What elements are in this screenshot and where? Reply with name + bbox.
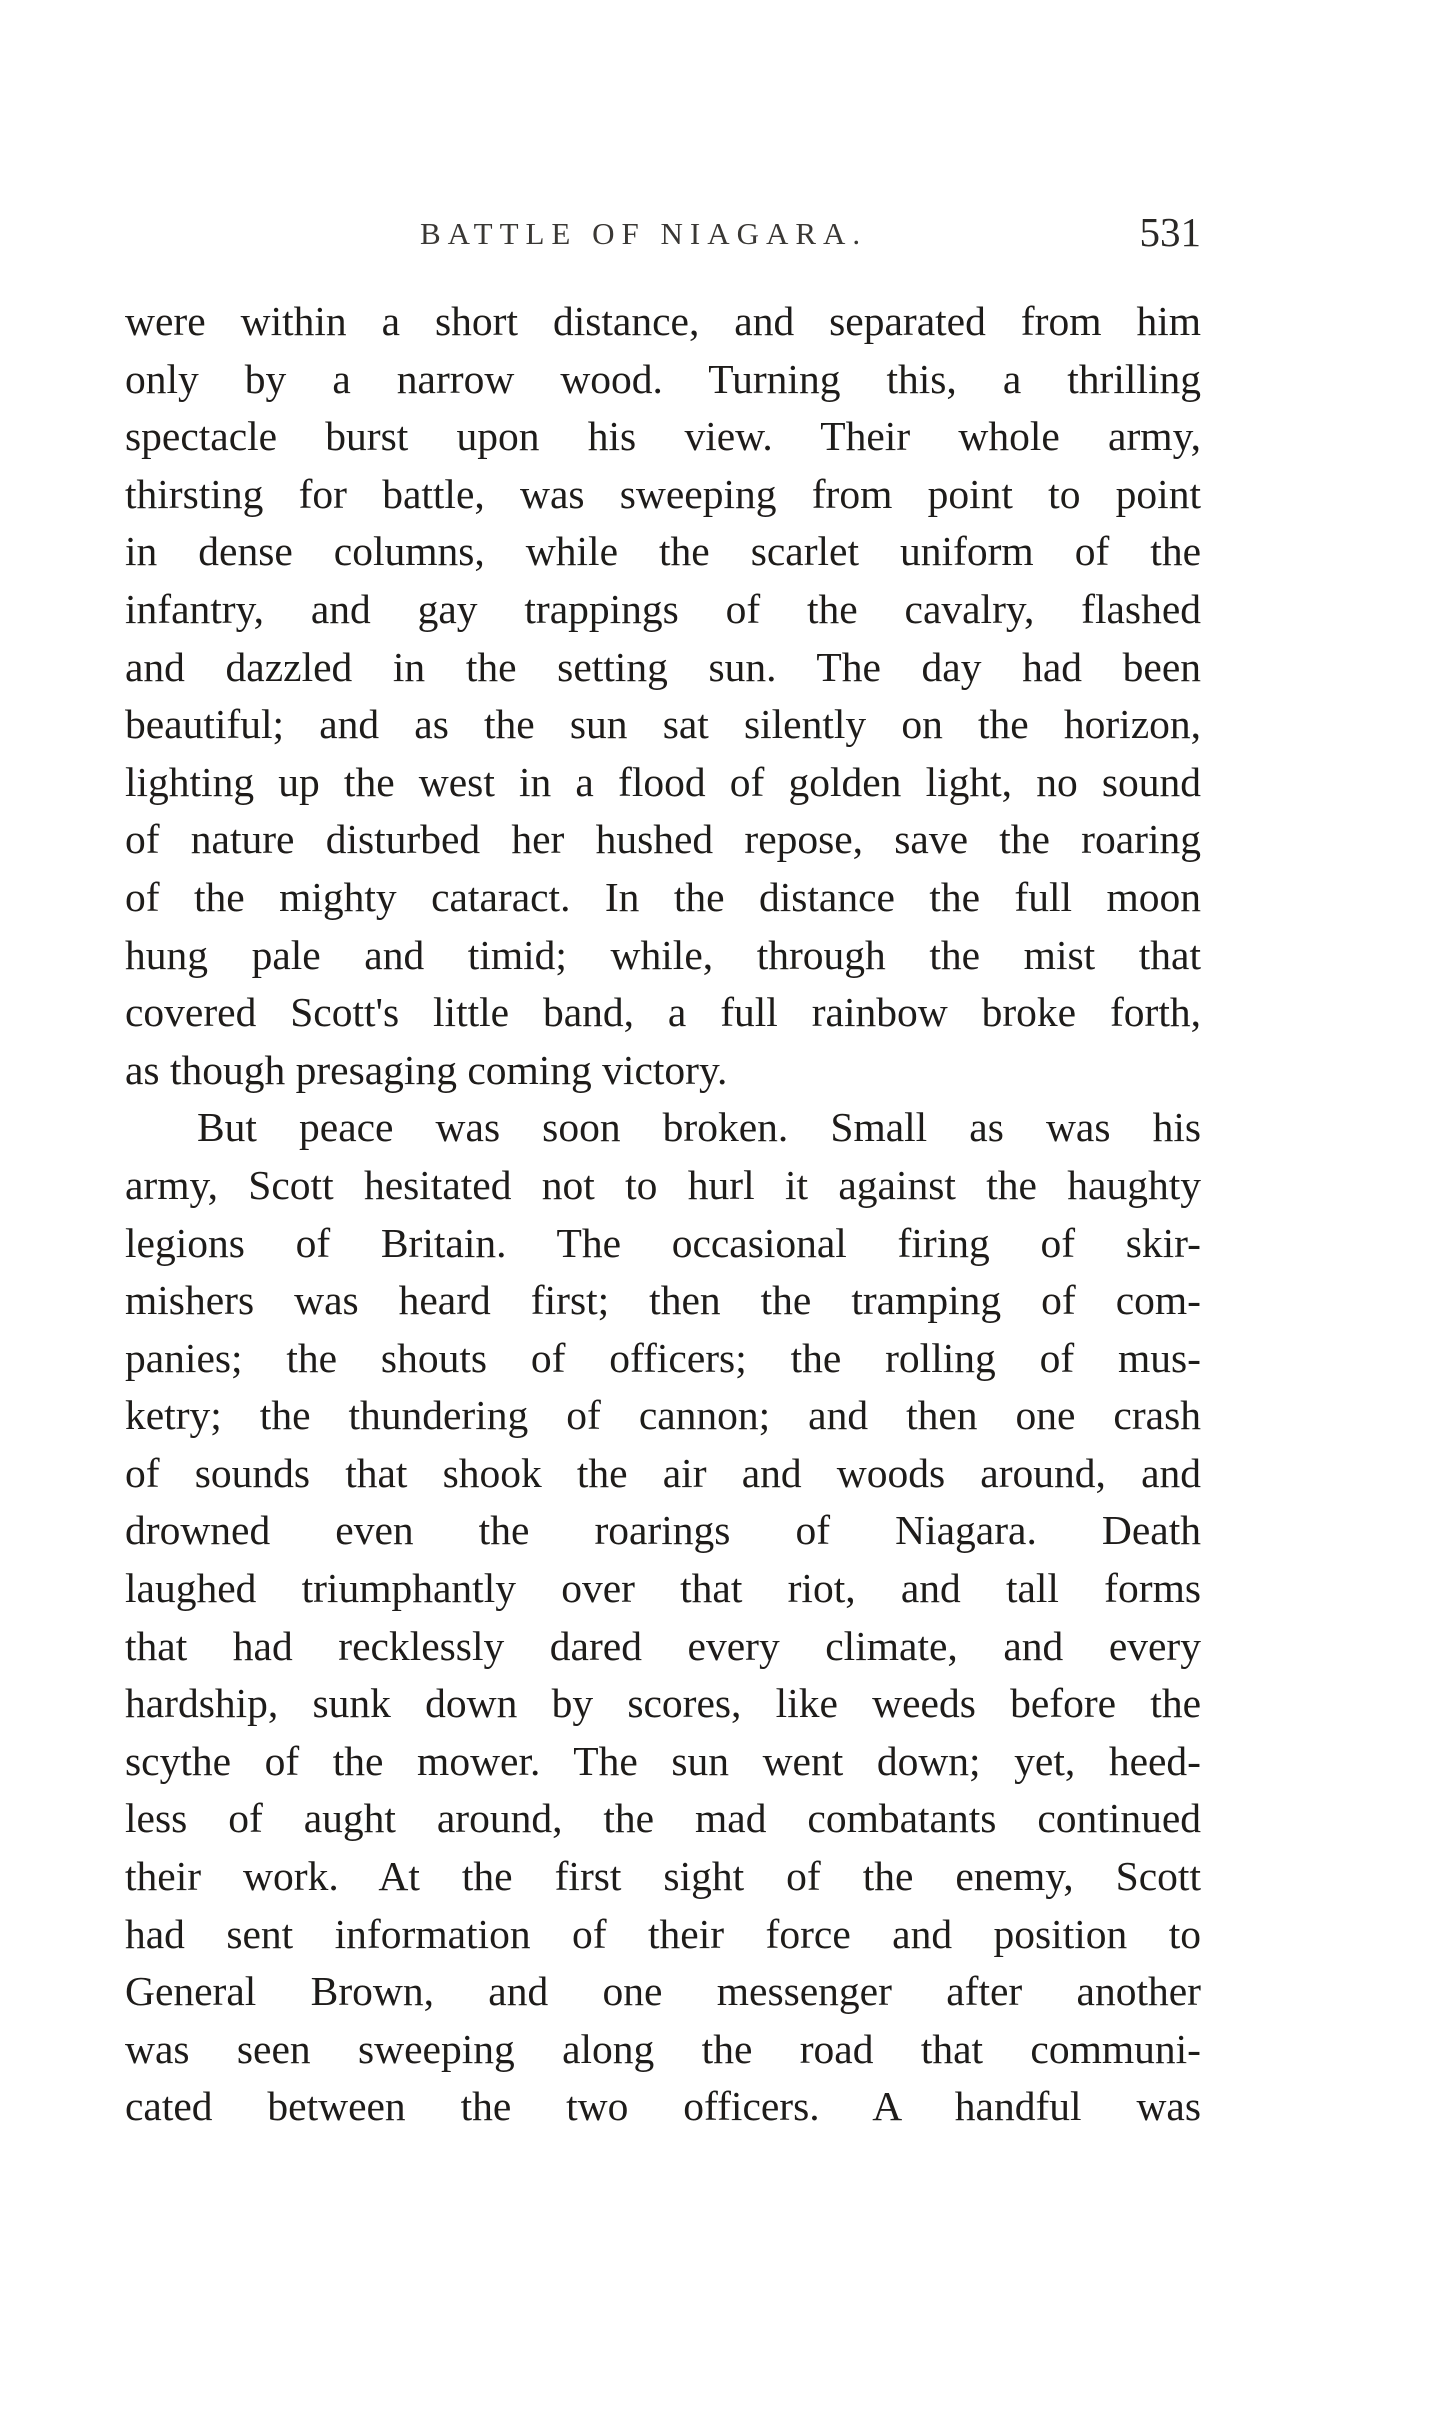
text-line: scythe of the mower. The sun went down; yet, heed- bbox=[125, 1737, 1201, 1784]
text-line: General Brown, and one messenger after another bbox=[125, 1968, 1201, 2015]
text-line: were within a short distance, and separated from him bbox=[125, 298, 1201, 344]
text-line: lighting up the west in a flood of golden light, no sound bbox=[125, 758, 1201, 805]
text-line: of the mighty cataract. In the distance the full moon bbox=[125, 873, 1201, 920]
text-line: legions of Britain. The occasional firing of skir- bbox=[125, 1219, 1201, 1266]
page-number: 531 bbox=[1139, 209, 1201, 255]
running-head bbox=[125, 200, 1201, 270]
text-line: infantry, and gay trappings of the cavalry, flashed bbox=[125, 585, 1201, 632]
text-line: as though presaging coming victory. bbox=[125, 1046, 728, 1093]
text-line: of sounds that shook the air and woods around, and bbox=[125, 1449, 1201, 1496]
text-line: ketry; the thundering of cannon; and then one crash bbox=[125, 1392, 1201, 1439]
text-line: and dazzled in the setting sun. The day had been bbox=[125, 643, 1201, 690]
text-line: their work. At the first sight of the enemy, Scott bbox=[125, 1853, 1201, 1900]
text-line: beautiful; and as the sun sat silently on the horizon, bbox=[125, 701, 1201, 748]
text-line: had sent information of their force and position to bbox=[125, 1910, 1201, 1957]
text-line: only by a narrow wood. Turning this, a thrilling bbox=[125, 355, 1201, 402]
running-head-title: BATTLE OF NIAGARA. bbox=[420, 216, 868, 251]
text-line: hung pale and timid; while, through the mist that bbox=[125, 931, 1201, 978]
text-line: of nature disturbed her hushed repose, save the roaring bbox=[125, 816, 1201, 863]
text-line: cated between the two officers. A handful was bbox=[125, 2083, 1201, 2130]
text-line: hardship, sunk down by scores, like weeds before the bbox=[125, 1680, 1201, 1727]
text-line: spectacle burst upon his view. Their whole army, bbox=[125, 413, 1201, 460]
text-line: army, Scott hesitated not to hurl it against the haughty bbox=[125, 1161, 1201, 1208]
text-line: panies; the shouts of officers; the rolling of mus- bbox=[125, 1334, 1201, 1381]
text-line: mishers was heard first; then the tramping of com- bbox=[125, 1277, 1201, 1324]
text-line: drowned even the roarings of Niagara. Death bbox=[125, 1507, 1201, 1554]
text-line: thirsting for battle, was sweeping from point to point bbox=[125, 470, 1201, 517]
text-line: laughed triumphantly over that riot, and tall forms bbox=[125, 1565, 1201, 1612]
body-text bbox=[125, 293, 1201, 2136]
text-line: But peace was soon broken. Small as was his bbox=[197, 1104, 1201, 1151]
text-line: less of aught around, the mad combatants continued bbox=[125, 1795, 1201, 1842]
text-line: was seen sweeping along the road that communi- bbox=[125, 2025, 1201, 2072]
text-line: in dense columns, while the scarlet uniform of the bbox=[125, 528, 1201, 575]
text-line: covered Scott's little band, a full rainbow broke forth, bbox=[125, 989, 1201, 1036]
text-line: that had recklessly dared every climate, and every bbox=[125, 1622, 1201, 1669]
